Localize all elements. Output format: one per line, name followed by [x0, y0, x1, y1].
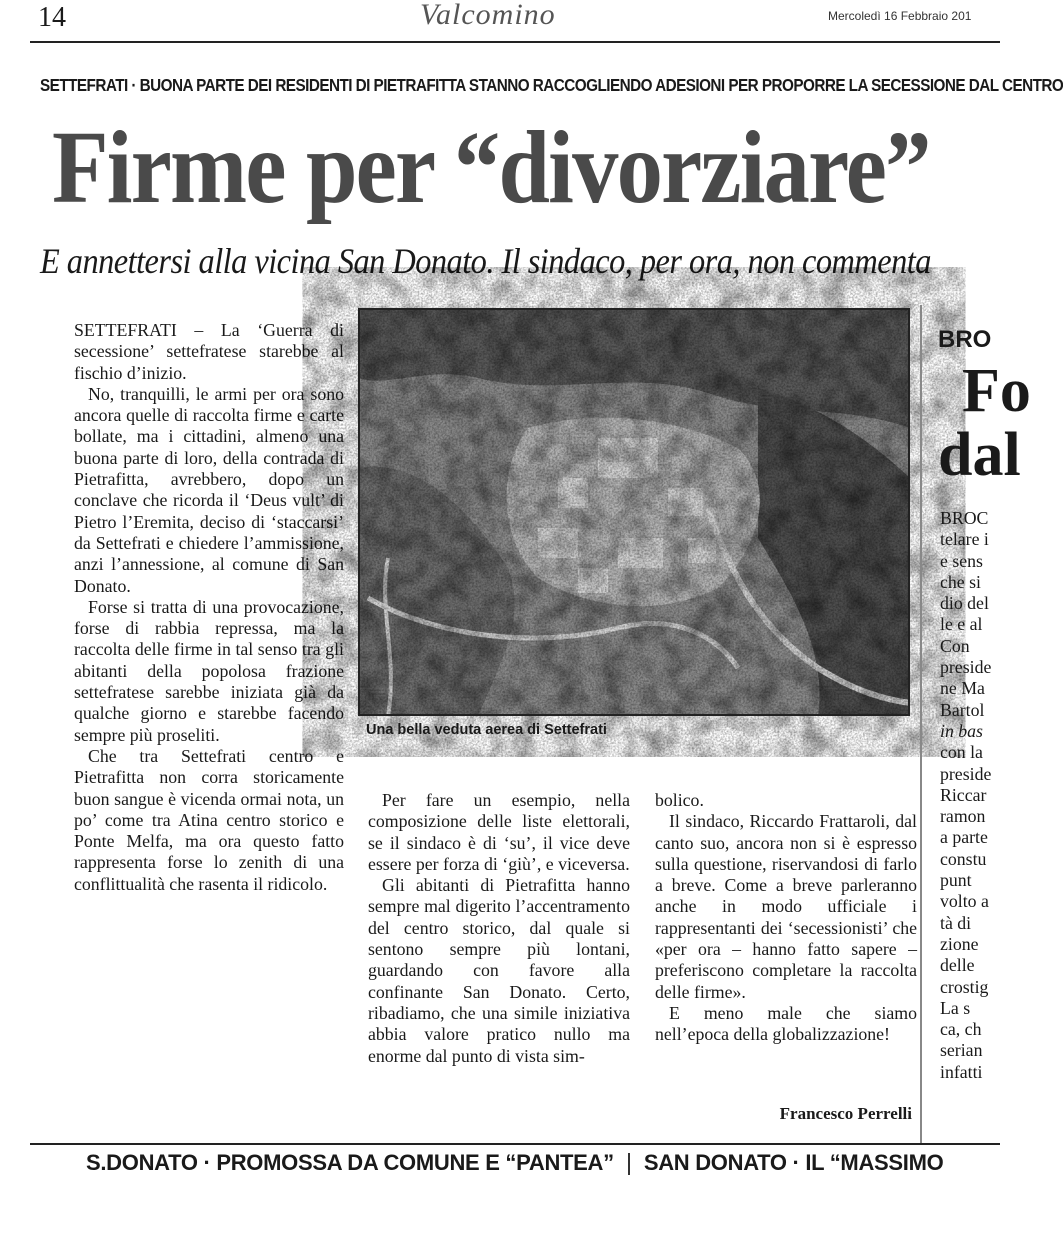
next-article-line: telare i: [940, 529, 989, 550]
next-article-line: constu: [940, 848, 987, 869]
next-article-line: Bartol: [940, 699, 985, 720]
next-article-line: dio del: [940, 593, 989, 614]
next-article-line: punt: [940, 870, 972, 891]
next-article-line: e sens: [940, 550, 983, 571]
next-article-line: BROC: [940, 508, 989, 528]
column-divider: [920, 305, 922, 1143]
next-article-line: Con: [940, 635, 970, 656]
page-number: 14: [38, 2, 66, 33]
footer-headline-left: S.DONATO · PROMOSSA DA COMUNE E “PANTEA”: [86, 1150, 614, 1175]
next-article-line: a parte: [940, 827, 988, 848]
next-article-headline-line-2: dal: [938, 421, 1021, 489]
next-article-line: infatti: [940, 1061, 983, 1082]
next-article-line: La s: [940, 997, 971, 1018]
paragraph: E meno male che siamo nell’epoca della globalizzazione!: [655, 1002, 917, 1045]
next-article-line: preside: [940, 657, 992, 678]
author-byline: Francesco Perrelli: [779, 1104, 912, 1123]
paragraph: No, tranquilli, le armi per ora sono ancora quelle di raccolta firme e carte bollate, ma i cittadini, almeno una buona parte di loro, della contrada di Pietrafitta, avrebbero, dopo un conclave che ricorda il ‘Deus vult’ di Pietro l’Eremita, deciso di ‘staccarsi’ da Settefrati e chiedere l’ammissione, anzi l’annessione, al comune di San Donato.: [74, 383, 344, 596]
next-article-line: volto a: [940, 891, 989, 912]
next-article-line: ca, ch: [940, 1019, 982, 1040]
paragraph: Per fare un esempio, nella composizione delle liste elettorali, se il sindaco è di ‘su’, il vice deve essere per forza di ‘giù’, e viceversa.: [368, 790, 630, 874]
next-article-column: [940, 508, 1000, 1083]
paragraph: Che tra Settefrati centro e Pietrafitta non corra storicamente buon sangue è vicenda ormai nota, un po’ come tra Atina centro storico e Ponte Melfa, ma ora questo fatto rappresenta forse lo zenith di una conflittualità che rasenta il ridicolo.: [74, 745, 344, 894]
next-article-kicker: BRO: [938, 326, 992, 353]
next-article-line: con la: [940, 742, 983, 763]
next-article-line: tà di: [940, 912, 972, 933]
next-article-line: preside: [940, 763, 992, 784]
aerial-photo: [358, 308, 910, 716]
article-kicker: SETTEFRATI · BUONA PARTE DEI RESIDENTI DI PIETRAFITTA STANNO RACCOGLIENDO ADESIONI PER PROPORRE LA SECESSIONE DAL CENTRO: [40, 76, 1063, 96]
next-article-line: ne Ma: [940, 678, 985, 699]
next-article-line: ramon: [940, 806, 986, 827]
paragraph: Gli abitanti di Pietrafitta hanno sempre mal digerito l’accentramento del centro storico, dal quale si sentono sempre più lontani, guardando con favore alla confinante San Donato. Certo, ribadiamo, che una simile iniziativa abbia valore pratico nullo ma enorme dal punto di vista sim-: [368, 875, 630, 1066]
header-rule: [30, 41, 1000, 43]
paragraph: Forse si tratta di una provocazione, forse di rabbia repressa, ma la raccolta delle firme in tal senso tra gli abitanti della popolosa frazione settefratese sarebbe iniziata già da qualche giorno e starebbe facendo sempre più proseliti.: [74, 596, 344, 745]
section-title: Valcomino: [420, 0, 556, 31]
next-article-line: in bas: [940, 720, 983, 741]
paragraph: bolico.: [655, 790, 704, 810]
footer-separator: [628, 1153, 630, 1175]
paragraph: SETTEFRATI – La ‘Guerra di secessione’ settefratese starebbe al fischio d’inizio.: [74, 320, 344, 383]
footer-rule: [30, 1143, 1000, 1145]
photo-caption: Una bella veduta aerea di Settefrati: [366, 722, 607, 738]
article-headline: Firme per “divorziare”: [52, 110, 930, 225]
next-article-line: zione: [940, 933, 979, 954]
article-column-3: [655, 790, 917, 1046]
paragraph: Il sindaco, Riccardo Frattaroli, dal canto suo, ancora non si è espresso sulla questione, riservandosi di farlo a breve. Come a breve parleranno anche in modo ufficiale i rappresentanti dei ‘secessionisti’ che «per ora – hanno fatto sapere – preferiscono completare la raccolta delle firme».: [655, 811, 917, 1002]
next-article-line: le e al: [940, 614, 983, 635]
footer-strip: [86, 1150, 943, 1176]
footer-headline-right: SAN DONATO · IL “MASSIMO: [643, 1150, 944, 1175]
issue-date: Mercoledì 16 Febbraio 201: [828, 9, 972, 23]
article-subhead: E annettersi alla vicina San Donato. Il sindaco, per ora, non commenta: [40, 241, 931, 281]
article-column-1: [74, 320, 344, 895]
next-article-line: crostig: [940, 976, 989, 997]
next-article-line: delle: [940, 955, 975, 976]
next-article-line: serian: [940, 1040, 983, 1061]
next-article-line: Riccar: [940, 784, 987, 805]
article-column-2: [368, 790, 630, 1067]
next-article-headline-line-1: Fo: [962, 357, 1031, 425]
next-article-line: che si: [940, 571, 981, 592]
